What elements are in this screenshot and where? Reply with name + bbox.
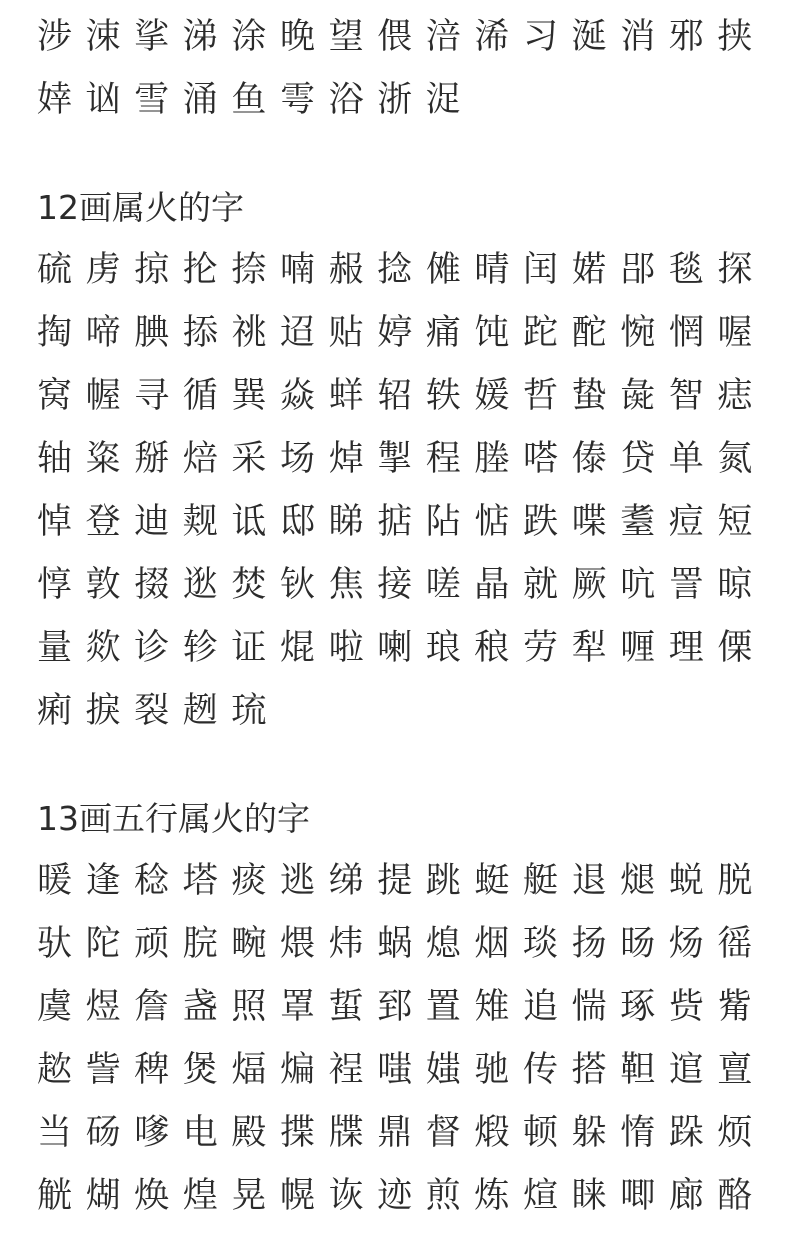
char-line: 掏啼腆掭祧迢贴婷痛饨跎酡惋惘喔 bbox=[37, 313, 767, 353]
char-line: 惇敦掇逖焚钬焦接嗟晶就厥吭詈晾 bbox=[37, 565, 767, 605]
char-line: 悼登迪觌诋邸睇掂阽惦跌喋耋痘短 bbox=[37, 502, 767, 542]
section-spacer bbox=[37, 743, 800, 787]
char-line: 趑訾稗煲煏煸裎嗤媸驰传搭靼逭亶 bbox=[37, 1050, 767, 1090]
char-line: 涉涑挲涕涂晚望偎涪浠习涎消邪挟 bbox=[37, 17, 767, 57]
char-line: 婞讻雪涌鱼雩浴浙浞 bbox=[37, 80, 475, 120]
section-heading: 12画属火的字 bbox=[37, 188, 244, 227]
char-line: 量欻诊轸证焜啦喇琅稂劳犁喱理傈 bbox=[37, 628, 767, 668]
section-strokes-12 bbox=[37, 176, 800, 743]
char-line: 硫虏掠抡捺喃赧捻傩晴闰婼郘毯探 bbox=[37, 250, 767, 290]
char-line: 痢捩裂趔琉 bbox=[37, 691, 281, 731]
section-heading: 13画五行属火的字 bbox=[37, 799, 310, 838]
char-line: 觥煳焕煌晃幌诙迹煎炼煊睐唧廊酪 bbox=[37, 1176, 767, 1216]
char-line: 窝幄寻循巽焱蛘轺轶媛哲蛰彘智痣 bbox=[37, 376, 767, 416]
char-line: 虞煜詹盏照罩蜇郅置雉追惴琢赀觜 bbox=[37, 987, 767, 1027]
char-line: 当砀嗲电殿揲牒鼎督煅顿躲惰跺烦 bbox=[37, 1113, 767, 1153]
char-line: 轴粢掰焙采场焯掣程塍嗒傣贷单氮 bbox=[37, 439, 767, 479]
char-line: 驮陀顽脘畹煨炜蜗熄烟琰扬旸炀徭 bbox=[37, 924, 767, 964]
section-strokes-11-tail bbox=[37, 6, 800, 132]
char-line: 暖逢稔塔痰逃绨提跳蜓艇退煺蜕脱 bbox=[37, 861, 767, 901]
section-spacer bbox=[37, 132, 800, 176]
section-strokes-13 bbox=[37, 787, 800, 1228]
